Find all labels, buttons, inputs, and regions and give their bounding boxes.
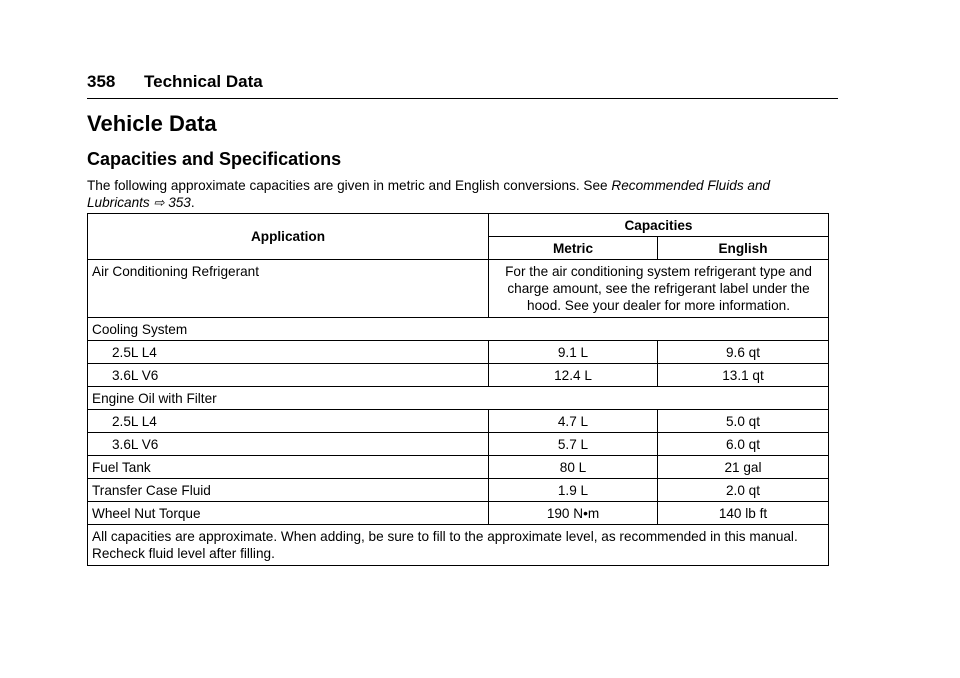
- table-row: [88, 364, 829, 387]
- table-row-note: [88, 525, 829, 566]
- header-capacities: Capacities: [489, 214, 829, 237]
- group-label: Cooling System: [88, 318, 829, 341]
- table-row-oil-group: [88, 387, 829, 410]
- table-row: [88, 341, 829, 364]
- table-row-cooling-group: [88, 318, 829, 341]
- row-english: 13.1 qt: [658, 364, 829, 387]
- intro-text: The following approximate capacities are given in metric and English conversions. See: [87, 178, 612, 193]
- intro-paragraph: [87, 177, 832, 211]
- row-english: 9.6 qt: [658, 341, 829, 364]
- table-row-transfer: [88, 479, 829, 502]
- row-metric: 4.7 L: [489, 410, 658, 433]
- group-label: Engine Oil with Filter: [88, 387, 829, 410]
- table-row: [88, 433, 829, 456]
- row-metric: 190 N•m: [489, 502, 658, 525]
- table-header-row: [88, 214, 829, 237]
- row-metric: 12.4 L: [489, 364, 658, 387]
- capacities-table: [87, 213, 829, 566]
- row-application: Fuel Tank: [88, 456, 489, 479]
- ac-refrigerant-note: For the air conditioning system refrigerant type and charge amount, see the refrigerant label under the hood. See your dealer for more information.: [489, 260, 829, 318]
- reference-title: Recommended Fluids and Lubricants: [87, 178, 771, 210]
- section-title: Technical Data: [144, 72, 263, 91]
- table-row-fuel: [88, 456, 829, 479]
- row-label: Air Conditioning Refrigerant: [88, 260, 489, 318]
- row-application: Wheel Nut Torque: [88, 502, 489, 525]
- page-number: 358: [87, 72, 116, 91]
- page-title: Vehicle Data: [87, 111, 217, 136]
- row-english: 2.0 qt: [658, 479, 829, 502]
- row-metric: 5.7 L: [489, 433, 658, 456]
- table-row-torque: [88, 502, 829, 525]
- row-english: 6.0 qt: [658, 433, 829, 456]
- table-row: [88, 410, 829, 433]
- header-metric: Metric: [489, 237, 658, 260]
- intro-tail: .: [190, 195, 195, 210]
- row-application: Transfer Case Fluid: [88, 479, 489, 502]
- reference-page: 353: [168, 195, 191, 210]
- row-application: 2.5L L4: [88, 341, 489, 364]
- row-metric: 1.9 L: [489, 479, 658, 502]
- header-application: Application: [88, 214, 489, 260]
- page-header: [87, 72, 838, 99]
- row-application: 3.6L V6: [88, 364, 489, 387]
- row-application: 2.5L L4: [88, 410, 489, 433]
- row-metric: 80 L: [489, 456, 658, 479]
- page-reference-arrow-icon: ⇨: [153, 195, 165, 210]
- header-english: English: [658, 237, 829, 260]
- row-english: 5.0 qt: [658, 410, 829, 433]
- row-metric: 9.1 L: [489, 341, 658, 364]
- section-heading: Capacities and Specifications: [87, 149, 342, 169]
- capacities-note: All capacities are approximate. When adding, be sure to fill to the approximate level, as recommended in this manual. Recheck fluid level after filling.: [88, 525, 829, 566]
- row-english: 21 gal: [658, 456, 829, 479]
- row-application: 3.6L V6: [88, 433, 489, 456]
- table-row-ac: [88, 260, 829, 318]
- row-english: 140 lb ft: [658, 502, 829, 525]
